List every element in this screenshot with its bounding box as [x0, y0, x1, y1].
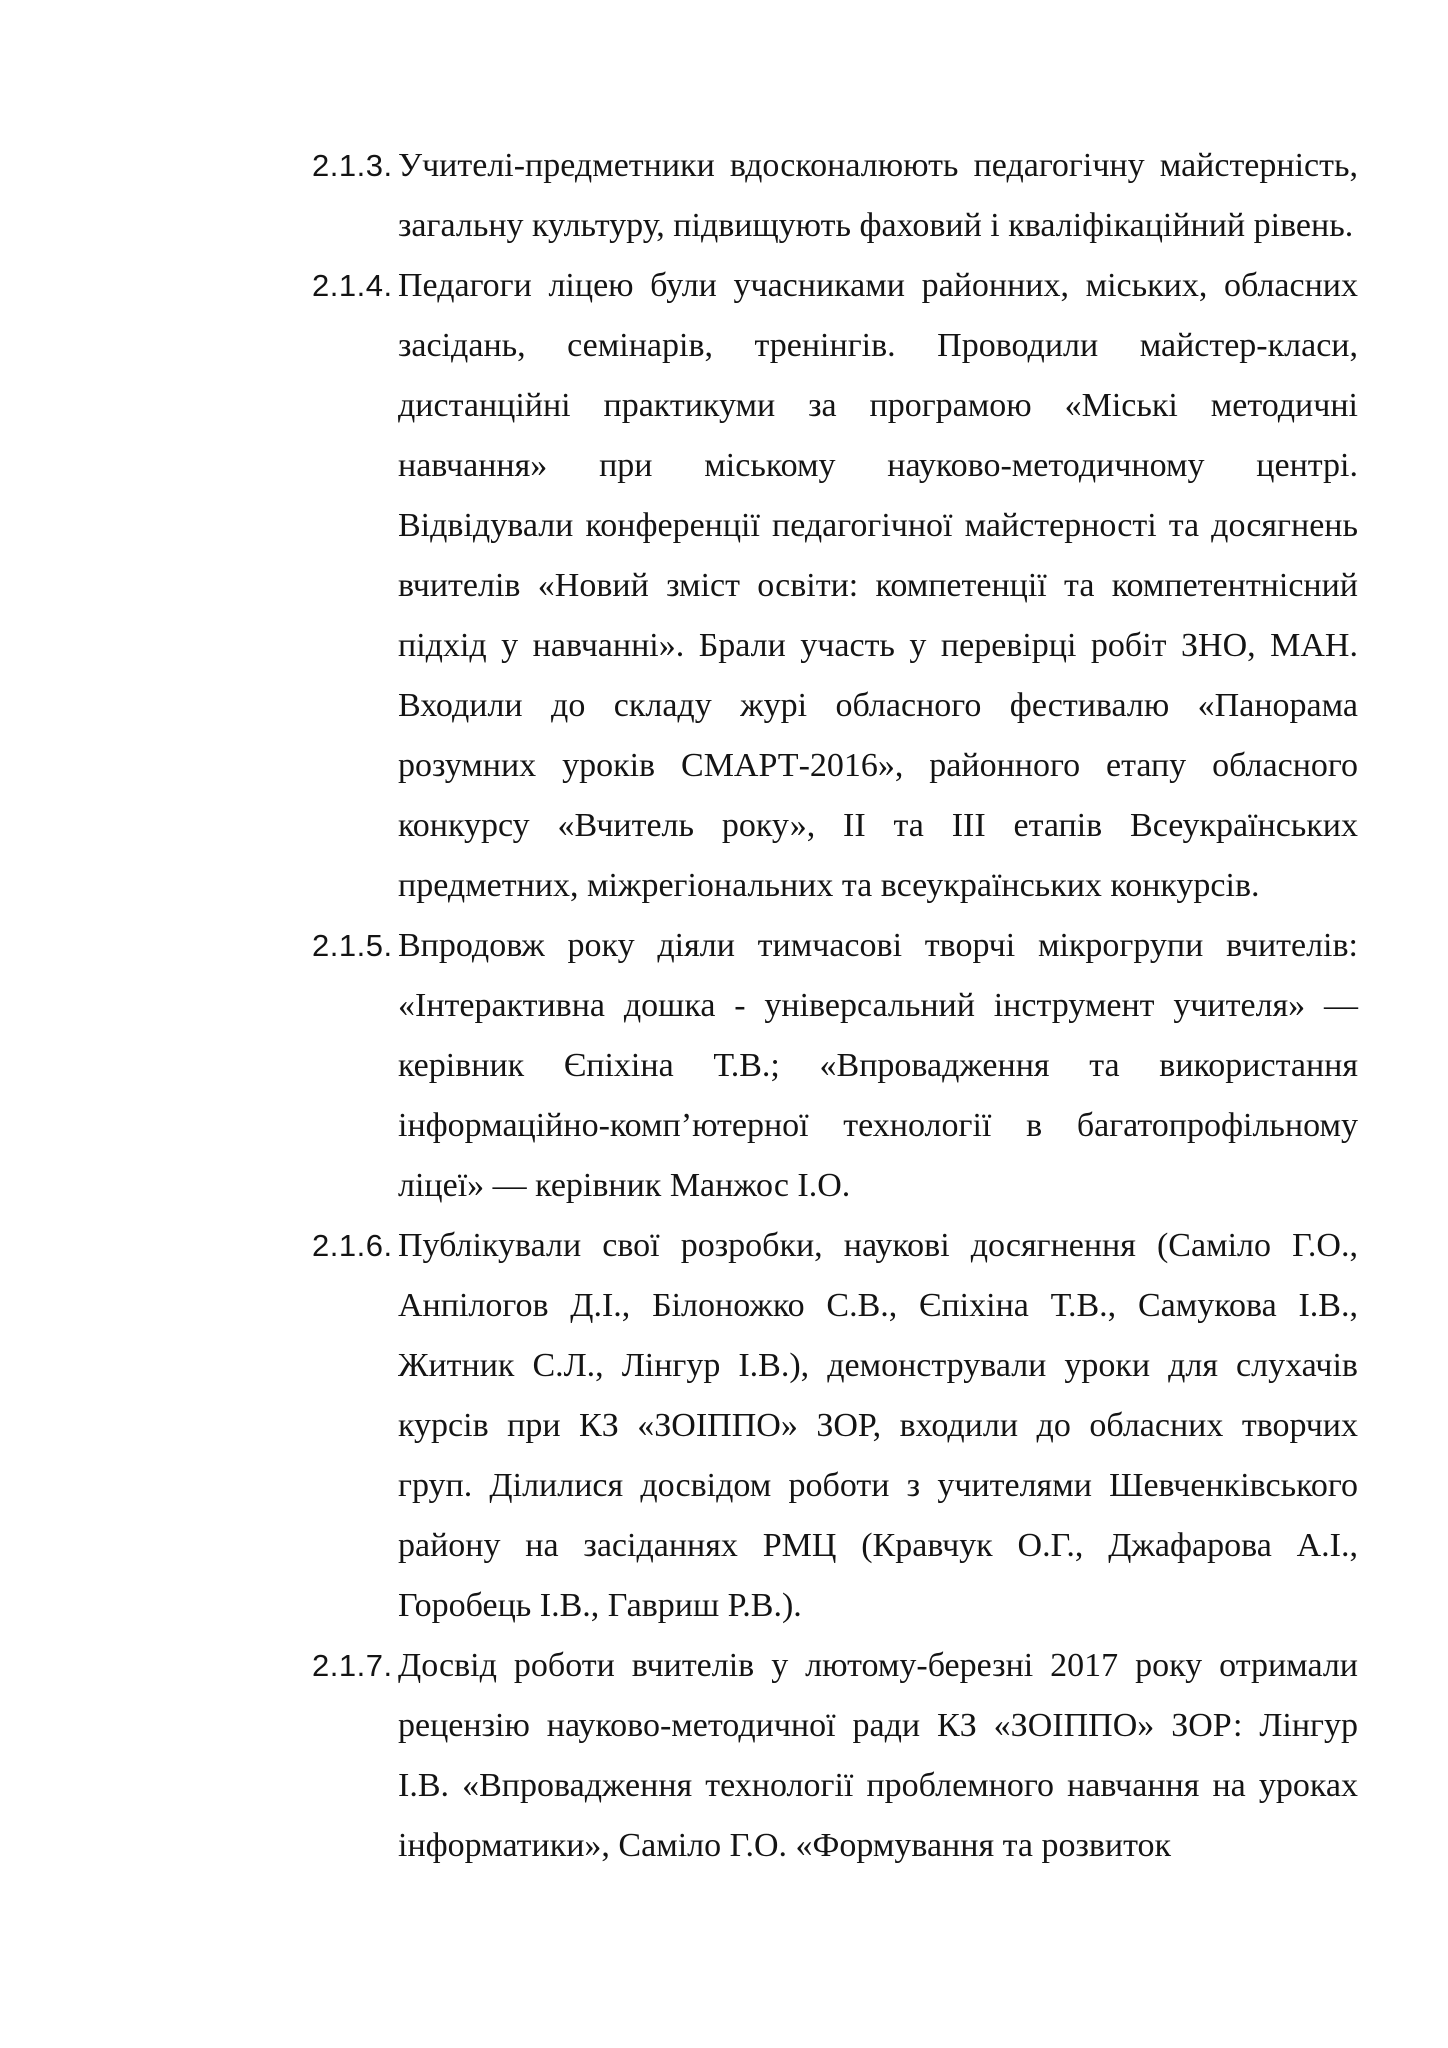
item-text: Публікували свої розробки, наукові досягнення (Саміло Г.О., Анпілогов Д.І., Білоножко С.В., Єпіхіна Т.В., Самукова І.В., Житник С.Л., Лінгур І.В.), демонстрували уроки для слухачів курсів при КЗ «ЗОІППО» ЗОР, входили до обласних творчих груп. Ділилися досвідом роботи з учителями Шевченківського району на засіданнях РМЦ (Кравчук О.Г., Джафарова А.І., Горобець І.В., Гавриш Р.В.).	[398, 1227, 1358, 1624]
numbered-list	[312, 136, 1358, 1876]
list-item-2-1-4	[312, 256, 1358, 916]
list-item-2-1-5	[312, 916, 1358, 1216]
item-text: Впродовж року діяли тимчасові творчі мікрогрупи вчителів: «Інтерактивна дошка - універсальний інструмент учителя» — керівник Єпіхіна Т.В.; «Впровадження та використання інформаційно-комп’ютерної технології в багатопрофільному ліцеї» — керівник Манжос І.О.	[398, 927, 1358, 1204]
list-item-2-1-7	[312, 1636, 1358, 1876]
item-number: 2.1.6.	[312, 1228, 393, 1263]
item-text: Учителі-предметники вдосконалюють педагогічну майстерність, загальну культуру, підвищують фаховий і кваліфікаційний рівень.	[398, 147, 1358, 244]
item-text: Досвід роботи вчителів у лютому-березні 2017 року отримали рецензію науково-методичної ради КЗ «ЗОІППО» ЗОР: Лінгур І.В. «Впровадження технології проблемного навчання на уроках інформатики», Саміло Г.О. «Формування та розвиток	[398, 1647, 1358, 1864]
item-number: 2.1.3.	[312, 148, 393, 183]
item-text: Педагоги ліцею були учасниками районних, міських, обласних засідань, семінарів, тренінгів. Проводили майстер-класи, дистанційні практикуми за програмою «Міські методичні навчання» при міському науково-методичному центрі. Відвідували конференції педагогічної майстерності та досягнень вчителів «Новий зміст освіти: компетенції та компетентнісний підхід у навчанні». Брали участь у перевірці робіт ЗНО, МАН. Входили до складу журі обласного фестивалю «Панорама розумних уроків СМАРТ-2016», районного етапу обласного конкурсу «Вчитель року», ІІ та ІІІ етапів Всеукраїнських предметних, міжрегіональних та всеукраїнських конкурсів.	[398, 267, 1358, 904]
list-item-2-1-6	[312, 1216, 1358, 1636]
item-number: 2.1.7.	[312, 1648, 393, 1683]
item-number: 2.1.4.	[312, 268, 393, 303]
list-item-2-1-3	[312, 136, 1358, 256]
item-number: 2.1.5.	[312, 928, 393, 963]
